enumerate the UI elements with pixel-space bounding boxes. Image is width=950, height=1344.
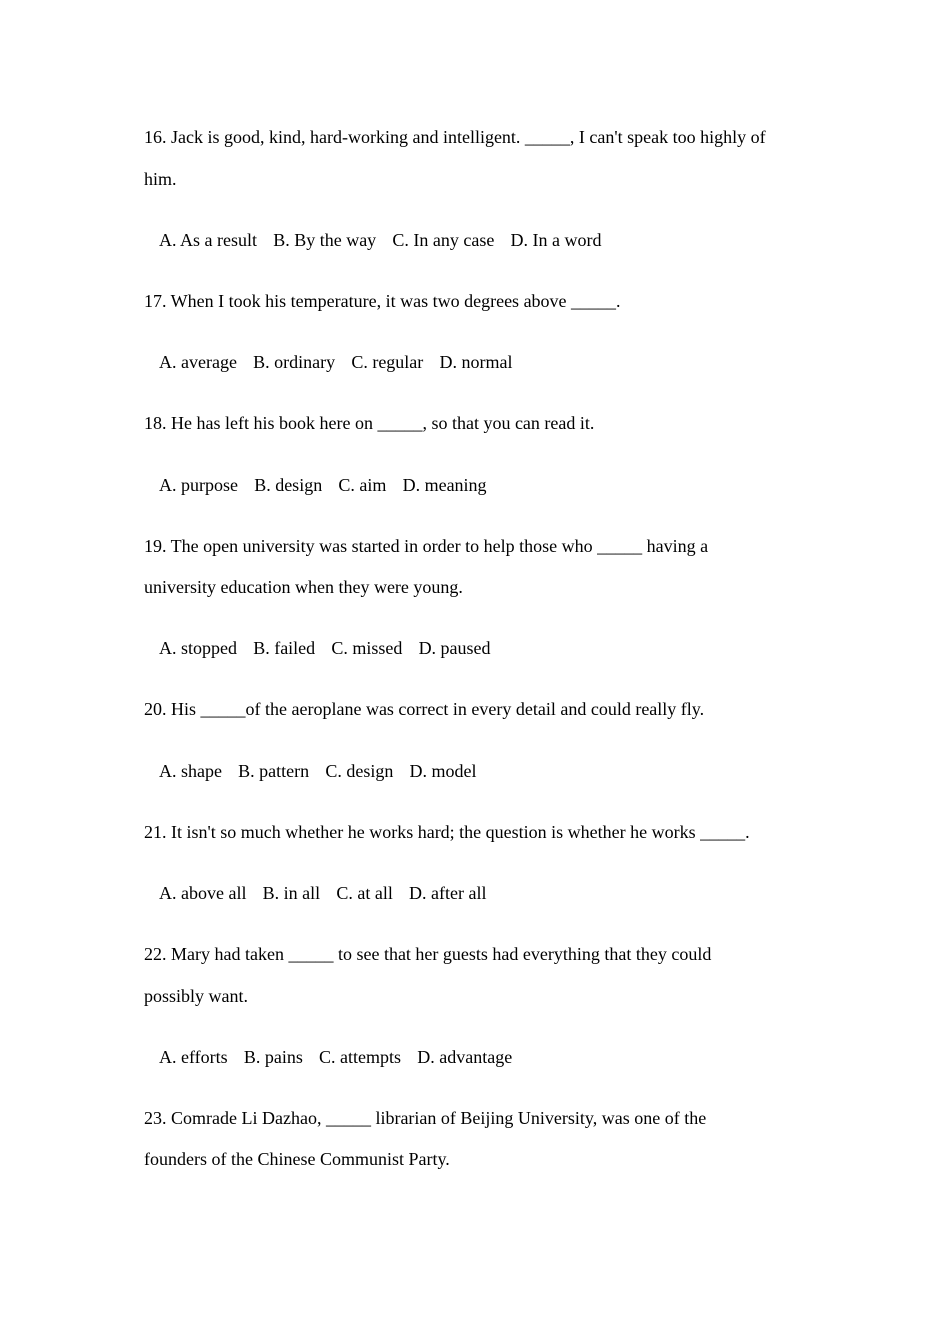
option-a: A. stopped	[159, 638, 237, 658]
question-21-stem-line-1: 21. It isn't so much whether he works hard; the question is whether he works _____.	[144, 822, 750, 842]
question-16-stem-line-1: 16. Jack is good, kind, hard-working and intelligent. _____, I can't speak too highly of	[144, 127, 766, 147]
question-21-options	[159, 882, 487, 904]
question-16-stem-line-2: him.	[144, 169, 177, 189]
option-b: B. By the way	[273, 230, 377, 250]
question-16-options	[159, 229, 602, 251]
question-22-stem-line-2: possibly want.	[144, 986, 249, 1006]
option-d: D. after all	[409, 883, 487, 903]
question-22-stem-line-1: 22. Mary had taken _____ to see that her guests had everything that they could	[144, 944, 712, 964]
option-b: B. design	[254, 475, 323, 495]
option-c: C. attempts	[319, 1047, 402, 1067]
question-18-stem-line-1: 18. He has left his book here on _____, so that you can read it.	[144, 413, 595, 433]
option-a: A. shape	[159, 761, 222, 781]
question-17-options	[159, 351, 512, 373]
option-b: B. pattern	[238, 761, 310, 781]
option-b: B. ordinary	[253, 352, 336, 372]
question-23-stem-line-1: 23. Comrade Li Dazhao, _____ librarian of Beijing University, was one of the	[144, 1108, 707, 1128]
option-d: D. In a word	[510, 230, 602, 250]
option-a: A. As a result	[159, 230, 257, 250]
question-17-stem-line-1: 17. When I took his temperature, it was two degrees above _____.	[144, 291, 621, 311]
question-19-options	[159, 637, 491, 659]
option-a: A. above all	[159, 883, 247, 903]
option-c: C. missed	[331, 638, 403, 658]
question-20-options	[159, 760, 477, 782]
option-a: A. efforts	[159, 1047, 228, 1067]
option-c: C. In any case	[392, 230, 495, 250]
option-d: D. advantage	[417, 1047, 513, 1067]
option-d: D. model	[409, 761, 477, 781]
option-b: B. in all	[262, 883, 321, 903]
option-a: A. average	[159, 352, 237, 372]
option-c: C. aim	[338, 475, 387, 495]
option-c: C. regular	[351, 352, 424, 372]
question-20-stem-line-1: 20. His _____of the aeroplane was correct in every detail and could really fly.	[144, 699, 705, 719]
option-d: D. paused	[418, 638, 491, 658]
question-23-stem-line-2: founders of the Chinese Communist Party.	[144, 1149, 450, 1169]
option-a: A. purpose	[159, 475, 238, 495]
question-18-options	[159, 474, 487, 496]
option-c: C. at all	[336, 883, 393, 903]
option-d: D. normal	[439, 352, 513, 372]
question-22-options	[159, 1046, 512, 1068]
question-19-stem-line-1: 19. The open university was started in order to help those who _____ having a	[144, 536, 709, 556]
option-c: C. design	[325, 761, 394, 781]
question-19-stem-line-2: university education when they were young.	[144, 577, 463, 597]
option-d: D. meaning	[402, 475, 487, 495]
option-b: B. failed	[253, 638, 316, 658]
option-b: B. pains	[243, 1047, 303, 1067]
